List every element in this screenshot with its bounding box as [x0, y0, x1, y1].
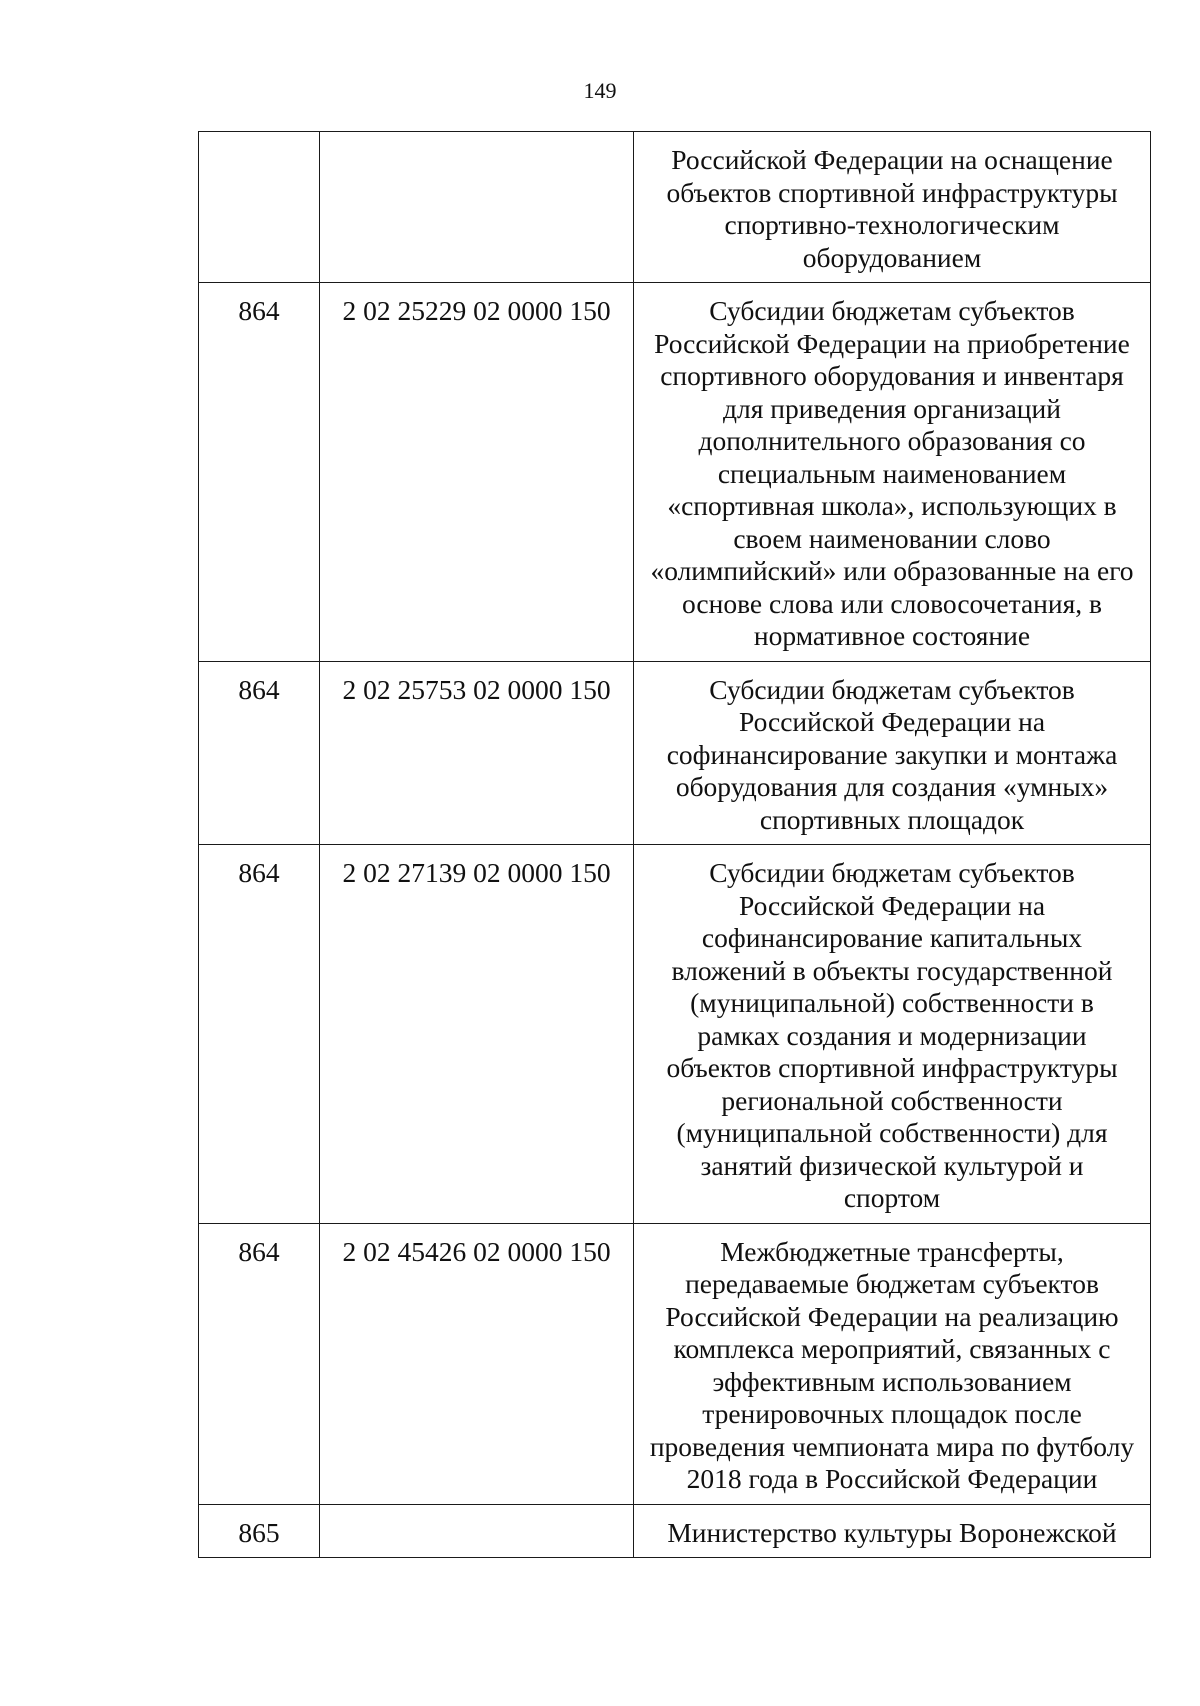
description-line: «олимпийский» или образованные на его — [650, 555, 1134, 586]
description-line: «спортивная школа», использующих в — [667, 490, 1117, 521]
description-line: спортивно-технологическим — [724, 209, 1060, 240]
description-line: (муниципальной собственности) для — [676, 1117, 1108, 1148]
description-line: комплекса мероприятий, связанных с — [673, 1333, 1111, 1364]
description-line: (муниципальной) собственности в — [690, 987, 1094, 1018]
description-line: своем наименовании слово — [733, 522, 1051, 554]
description-line: Межбюджетные трансферты, — [720, 1235, 1064, 1267]
description-line: Российской Федерации на — [738, 889, 1046, 921]
description-line: нормативное состояние — [753, 620, 1031, 651]
description-line: Субсидии бюджетам субъектов — [709, 857, 1075, 888]
table-row — [199, 283, 1151, 662]
description-cell — [634, 1223, 1151, 1504]
description-line: проведения чемпионата мира по футболу — [649, 1430, 1135, 1462]
description-cell — [634, 1504, 1151, 1558]
description-line: софинансирование закупки и монтажа — [666, 738, 1118, 770]
description-line: Российской Федерации на приобретение — [654, 327, 1130, 359]
admin-code-cell: 864 — [199, 1223, 320, 1504]
description-line: спортом — [843, 1182, 941, 1213]
description-line: рамках создания и модернизации — [697, 1019, 1087, 1051]
description-line: спортивного оборудования и инвентаря — [660, 360, 1124, 391]
description-cell — [634, 132, 1151, 283]
description-line: Субсидии бюджетам субъектов — [709, 673, 1075, 705]
description-cell — [634, 845, 1151, 1224]
description-line: занятий физической культурой и — [700, 1149, 1084, 1181]
description-line: специальным наименованием — [717, 457, 1067, 489]
description-line: эффективным использованием — [712, 1365, 1072, 1397]
budget-code-cell: 2 02 45426 02 0000 150 — [320, 1223, 634, 1504]
budget-codes-table — [198, 131, 1151, 1558]
description-line: передаваемые бюджетам субъектов — [685, 1268, 1099, 1299]
budget-code-cell: 2 02 27139 02 0000 150 — [320, 845, 634, 1224]
description-line: вложений в объекты государственной — [671, 954, 1113, 986]
budget-code-cell — [320, 1504, 634, 1558]
description-line: дополнительного образования со — [698, 425, 1086, 456]
table-row — [199, 1504, 1151, 1558]
description-line: объектов спортивной инфраструктуры — [666, 176, 1118, 208]
description-line: Российской Федерации на — [738, 706, 1046, 737]
table-row — [199, 661, 1151, 845]
description-cell — [634, 661, 1151, 845]
description-line: для приведения организаций — [723, 392, 1061, 424]
table-row — [199, 132, 1151, 283]
admin-code-cell: 864 — [199, 845, 320, 1224]
admin-code-cell: 865 — [199, 1504, 320, 1558]
budget-code-cell — [320, 132, 634, 283]
description-line: Российской Федерации на оснащение — [671, 144, 1113, 175]
description-line: 2018 года в Российской Федерации — [686, 1463, 1098, 1494]
admin-code-cell: 864 — [199, 661, 320, 845]
admin-code-cell — [199, 132, 320, 283]
page-number: 149 — [583, 78, 617, 103]
description-line: объектов спортивной инфраструктуры — [666, 1052, 1118, 1083]
description-line: региональной собственности — [721, 1084, 1063, 1116]
description-line: основе слова или словосочетания, в — [682, 587, 1102, 619]
description-line: софинансирование капитальных — [701, 922, 1083, 953]
description-line: Российской Федерации на реализацию — [665, 1300, 1119, 1332]
description-cell — [634, 283, 1151, 662]
budget-code-cell: 2 02 25753 02 0000 150 — [320, 661, 634, 845]
budget-code-cell: 2 02 25229 02 0000 150 — [320, 283, 634, 662]
table-body — [199, 132, 1151, 1558]
description-line: оборудования для создания «умных» — [675, 771, 1109, 802]
table-row — [199, 845, 1151, 1224]
description-line: спортивных площадок — [759, 803, 1025, 835]
admin-code-cell: 864 — [199, 283, 320, 662]
description-line: тренировочных площадок после — [702, 1398, 1082, 1429]
description-line: Министерство культуры Воронежской — [667, 1516, 1117, 1548]
table-row — [199, 1223, 1151, 1504]
description-line: оборудованием — [802, 241, 982, 273]
description-line: Субсидии бюджетам субъектов — [709, 295, 1075, 326]
